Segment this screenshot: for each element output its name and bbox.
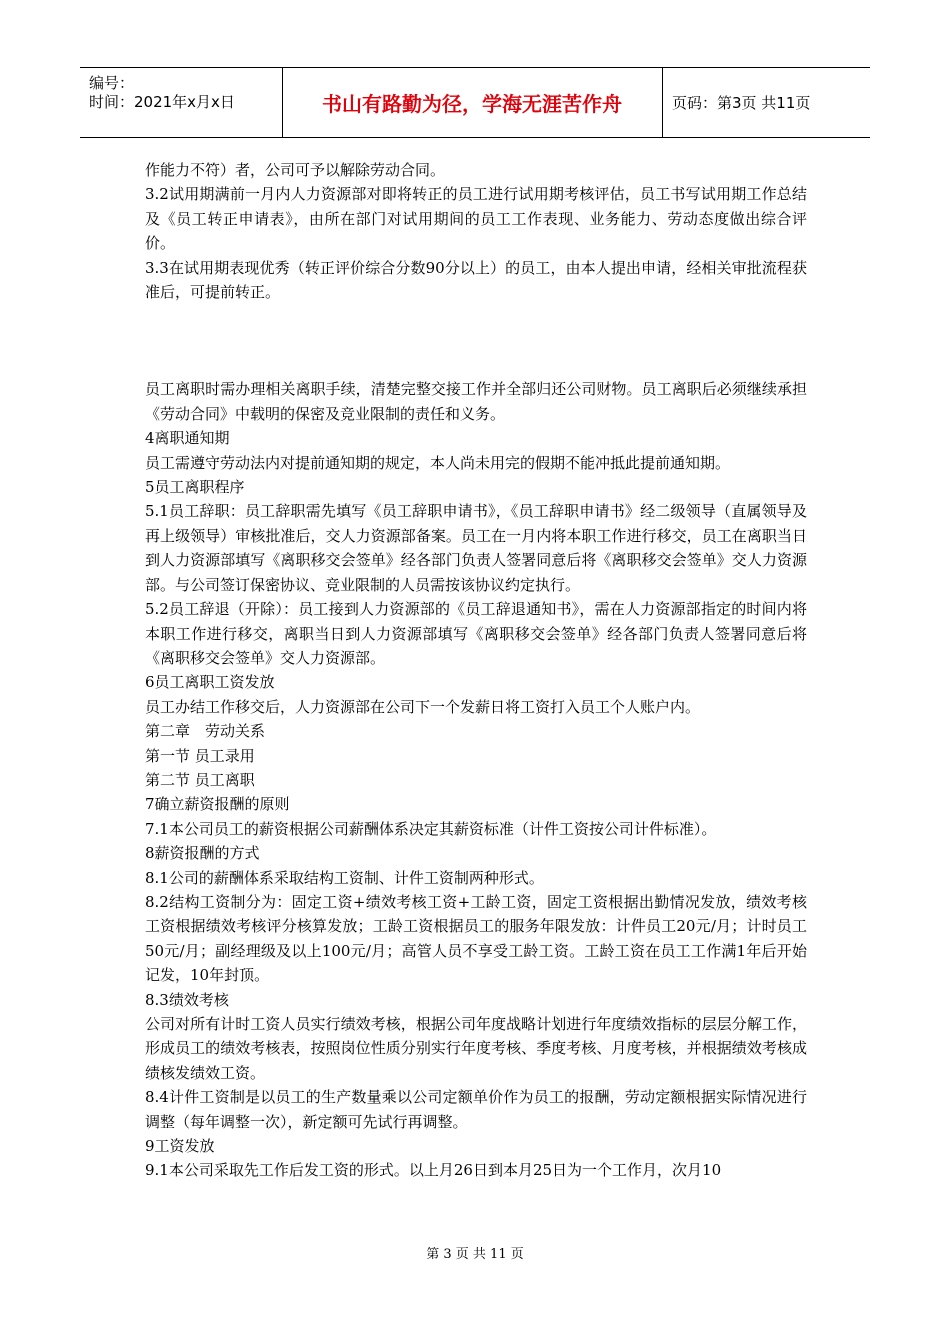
paragraph: 8.2结构工资制分为：固定工资+绩效考核工资+工龄工资，固定工资根据出勤情况发放，绩效考核工资根据绩效考核评分核算发放；工龄工资根据员工的服务年限发放：计件员工20元/月；计时员工50元/月；副经理级及以上100元/月；高管人员不享受工龄工资。工龄工资在员工工作满1年后开始记发，10年封顶。 — [145, 892, 807, 985]
section-heading: 第二节 员工离职 — [145, 770, 255, 789]
paragraph: 5.1员工辞职：员工辞职需先填写《员工辞职申请书》，《员工辞职申请书》经二级领导（直属领导及再上级领导）审核批准后，交人力资源部备案。员工在一月内将本职工作进行移交，员工在离职当日到人力资源部填写《离职移交会签单》经各部门负责人签署同意后将《离职移交会签单》交人力资源部。与公司签订保密协议、竞业限制的人员需按该协议约定执行。 — [145, 502, 807, 594]
paragraph: 公司对所有计时工资人员实行绩效考核，根据公司年度战略计划进行年度绩效指标的层层分解工作，形成员工的绩效考核表，按照岗位性质分别实行年度考核、季度考核、月度考核，并根据绩效考核成绩核发绩效工资。 — [145, 1015, 807, 1082]
section-heading: 第一节 员工录用 — [145, 746, 255, 765]
section-heading: 4离职通知期 — [145, 429, 230, 448]
paragraph: 9.1本公司采取先工作后发工资的形式。以上月26日到本月25日为一个工作月，次月10 — [145, 1161, 722, 1180]
paragraph: 8.1公司的薪酬体系采取结构工资制、计件工资制两种形式。 — [145, 868, 544, 887]
document-body — [145, 158, 807, 1183]
paragraph: 7.1本公司员工的薪资根据公司薪酬体系决定其薪资标准（计件工资按公司计件标准）。 — [145, 819, 717, 838]
section-heading: 6员工离职工资发放 — [145, 673, 275, 692]
paragraph: 3.3在试用期表现优秀（转正评价综合分数90分以上）的员工，由本人提出申请，经相关审批流程获准后，可提前转正。 — [145, 258, 807, 302]
paragraph: 作能力不符）者，公司可予以解除劳动合同。 — [145, 161, 446, 179]
section-heading: 8薪资报酬的方式 — [145, 844, 260, 863]
header-page-cell — [662, 68, 870, 137]
page-footer: 第 3 页 共 11 页 — [426, 1247, 524, 1262]
document-header — [80, 67, 870, 138]
time-label: 时间：2021年x月x日 — [89, 93, 235, 111]
page-label: 页码：第3页 共11页 — [672, 94, 811, 112]
header-motto-cell — [282, 68, 663, 137]
paragraph: 员工办结工作移交后，人力资源部在公司下一个发薪日将工资打入员工个人账户内。 — [145, 697, 701, 716]
header-info-cell — [80, 68, 283, 137]
paragraph: 5.2员工辞退（开除）：员工接到人力资源部的《员工辞退通知书》，需在人力资源部指定的时间内将本职工作进行移交，离职当日到人力资源部填写《离职移交会签单》经各部门负责人签署同意后将《离职移交会签单》交人力资源部。 — [145, 600, 807, 667]
paragraph: 3.2试用期满前一月内人力资源部对即将转正的员工进行试用期考核评估，员工书写试用期工作总结及《员工转正申请表》，由所在部门对试用期间的员工工作表现、业务能力、劳动态度做出综合评价。 — [145, 185, 807, 253]
motto: 书山有路勤为径，学海无涯苦作舟 — [322, 92, 622, 116]
number-label: 编号： — [89, 74, 135, 92]
chapter-heading: 第二章 劳动关系 — [145, 722, 266, 741]
blank-space — [145, 304, 807, 377]
section-heading: 7确立薪资报酬的原则 — [145, 795, 290, 814]
section-heading: 9工资发放 — [145, 1137, 215, 1156]
paragraph: 员工离职时需办理相关离职手续，清楚完整交接工作并全部归还公司财物。员工离职后必须继续承担《劳动合同》中载明的保密及竞业限制的责任和义务。 — [145, 380, 807, 423]
section-heading: 8.3绩效考核 — [145, 990, 229, 1009]
paragraph: 8.4计件工资制是以员工的生产数量乘以公司定额单价作为员工的报酬，劳动定额根据实际情况进行调整（每年调整一次），新定额可先试行再调整。 — [145, 1088, 807, 1131]
paragraph: 员工需遵守劳动法内对提前通知期的规定，本人尚未用完的假期不能冲抵此提前通知期。 — [145, 453, 731, 472]
section-heading: 5员工离职程序 — [145, 478, 245, 497]
